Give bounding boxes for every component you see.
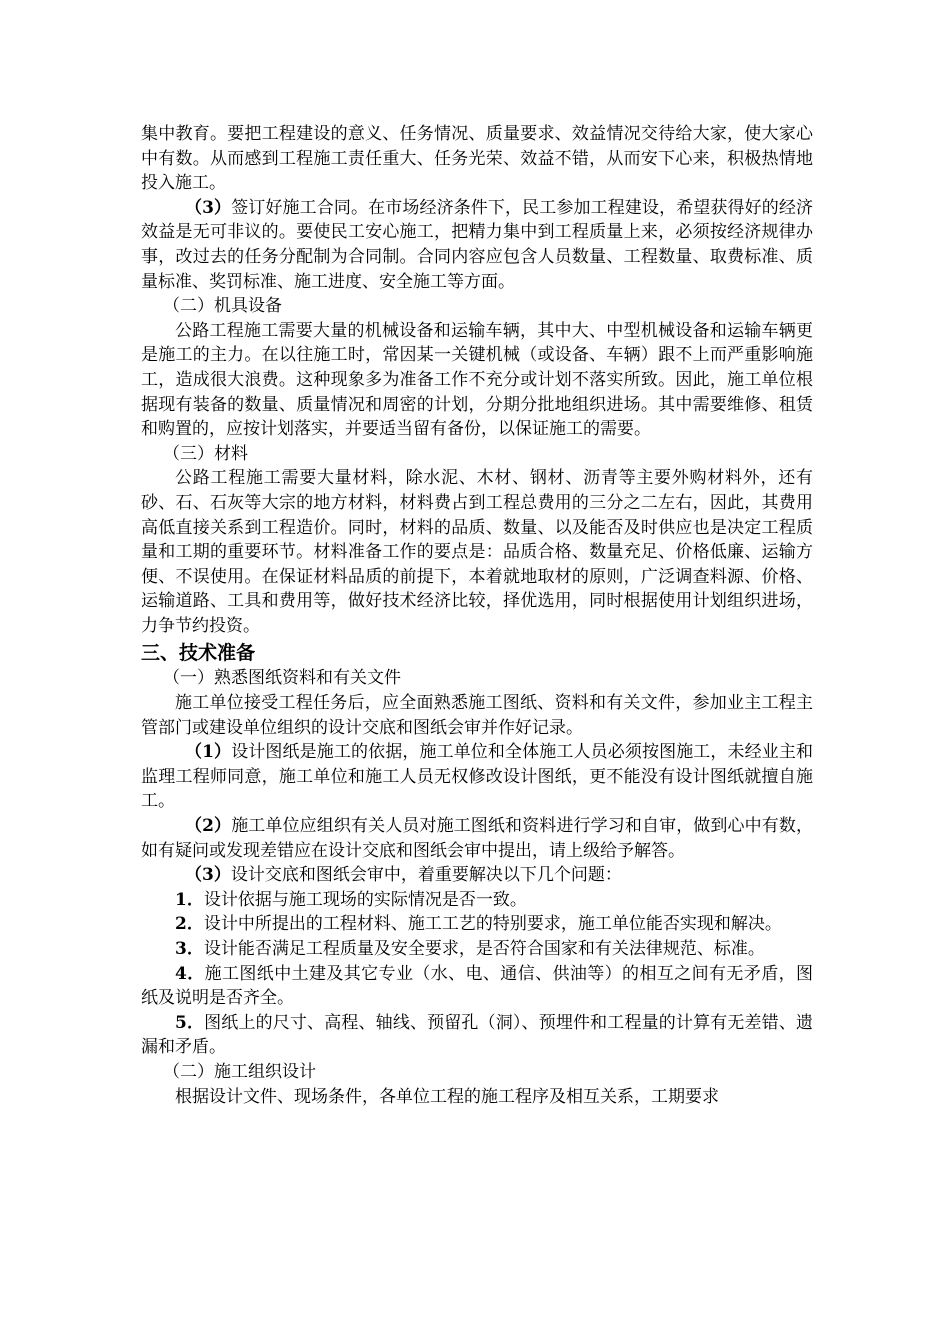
paragraph-materials: 公路工程施工需要大量材料，除水泥、木材、钢材、沥青等主要外购材料外，还有砂、石、石灰等大宗的地方材料，材料费占到工程总费用的三分之二左右，因此，其费用高低直接关系到工程造价。同时，材料的品质、数量、以及能否及时供应也是决定工程质量和工期的重要环节。材料准备工作的要点是：品质合格、数量充足、价格低廉、运输方便、不误使用。在保证材料品质的前提下，本着就地取材的原则，广泛调查料源、价格、运输道路、工具和费用等，做好技术经济比较，择优选用，同时根据使用计划组织进场，力争节约投资。 xyxy=(141,468,813,636)
list-item xyxy=(141,912,813,937)
item-number: （3） xyxy=(185,865,231,886)
item-number: （3） xyxy=(185,197,232,218)
list-item-text: 设计依据与施工现场的实际情况是否一致。 xyxy=(203,889,527,910)
paragraph-text: 签订好施工合同。在市场经济条件下，民工参加工程建设，希望获得好的经济效益是无可非议的。要使民工安心施工，把精力集中到工程质量上来，必须按经济规律办事，改过去的任务分配制为合同制。合同内容应包含人员数量、工程数量、取费标准、质量标准、奖罚标准、施工进度、安全施工等方面。 xyxy=(141,197,813,292)
list-item-text: 图纸上的尺寸、高程、轴线、预留孔（洞）、预埋件和工程量的计算有无差错、遗漏和矛盾。 xyxy=(141,1012,813,1058)
list-item xyxy=(141,937,813,962)
paragraph-text: 设计图纸是施工的依据，施工单位和全体施工人员必须按图施工，未经业主和监理工程师同意，施工单位和施工人员无权修改设计图纸，更不能没有设计图纸就擅自施工。 xyxy=(141,742,813,812)
item-number: （2） xyxy=(185,816,232,837)
paragraph-machines: 公路工程施工需要大量的机械设备和运输车辆，其中大、中型机械设备和运输车辆更是施工的主力。在以往施工时，常因某一关键机械（或设备、车辆）跟不上而严重影响施工，造成很大浪费。这种现象多为准备工作不充分或计划不落实所致。因此，施工单位根据现有装备的数量、质量情况和周密的计划，分期分批地组织进场。其中需要维修、租赁和购置的，应按计划落实，并要适当留有备份，以保证施工的需要。 xyxy=(141,320,813,440)
list-item xyxy=(141,888,813,913)
paragraph-drawings-2 xyxy=(141,814,813,863)
paragraph-drawings-1 xyxy=(141,740,813,814)
paragraph-text: 施工单位应组织有关人员对施工图纸和资料进行学习和自审，做到心中有数，如有疑问或发现差错应在设计交底和图纸会审中提出，请上级给予解答。 xyxy=(141,816,813,861)
paragraph-drawings-3 xyxy=(141,863,813,888)
section-heading-machines: （二）机具设备 xyxy=(163,296,282,317)
list-item xyxy=(141,1011,813,1060)
paragraph-org: 根据设计文件、现场条件，各单位工程的施工程序及相互关系，工期要求 xyxy=(175,1086,719,1107)
section-heading-drawings: （一）熟悉图纸资料和有关文件 xyxy=(163,668,401,689)
paragraph-contract xyxy=(141,196,813,294)
item-number: 2． xyxy=(175,914,204,935)
item-number: 4． xyxy=(175,963,205,984)
list-item xyxy=(141,962,813,1011)
item-number: 1． xyxy=(175,889,204,910)
item-number: 5． xyxy=(175,1012,205,1033)
paragraph-education: 集中教育。要把工程建设的意义、任务情况、质量要求、效益情况交待给大家，使大家心中有数。从而感到工程施工责任重大、任务光荣、效益不错，从而安下心来，积极热情地投入施工。 xyxy=(141,124,813,194)
item-number: （1） xyxy=(185,742,232,763)
list-item-text: 施工图纸中土建及其它专业（水、电、通信、供油等）的相互之间有无矛盾，图纸及说明是否齐全。 xyxy=(141,963,813,1009)
document-page xyxy=(141,122,813,1109)
item-number: 3． xyxy=(175,939,204,959)
list-item-text: 设计能否满足工程质量及安全要求，是否符合国家和有关法律规范、标准。 xyxy=(203,939,765,959)
paragraph-text: 设计交底和图纸会审中，着重要解决以下几个问题： xyxy=(230,865,622,886)
section-heading-org: （二）施工组织设计 xyxy=(163,1061,316,1082)
chapter-heading-tech: 三、技术准备 xyxy=(141,642,256,665)
section-heading-materials: （三）材料 xyxy=(163,443,248,464)
paragraph-drawings: 施工单位接受工程任务后，应全面熟悉施工图纸、资料和有关文件，参加业主工程主管部门或建设单位组织的设计交底和图纸会审并作好记录。 xyxy=(141,693,813,738)
list-item-text: 设计中所提出的工程材料、施工工艺的特别要求，施工单位能否实现和解决。 xyxy=(203,914,782,935)
